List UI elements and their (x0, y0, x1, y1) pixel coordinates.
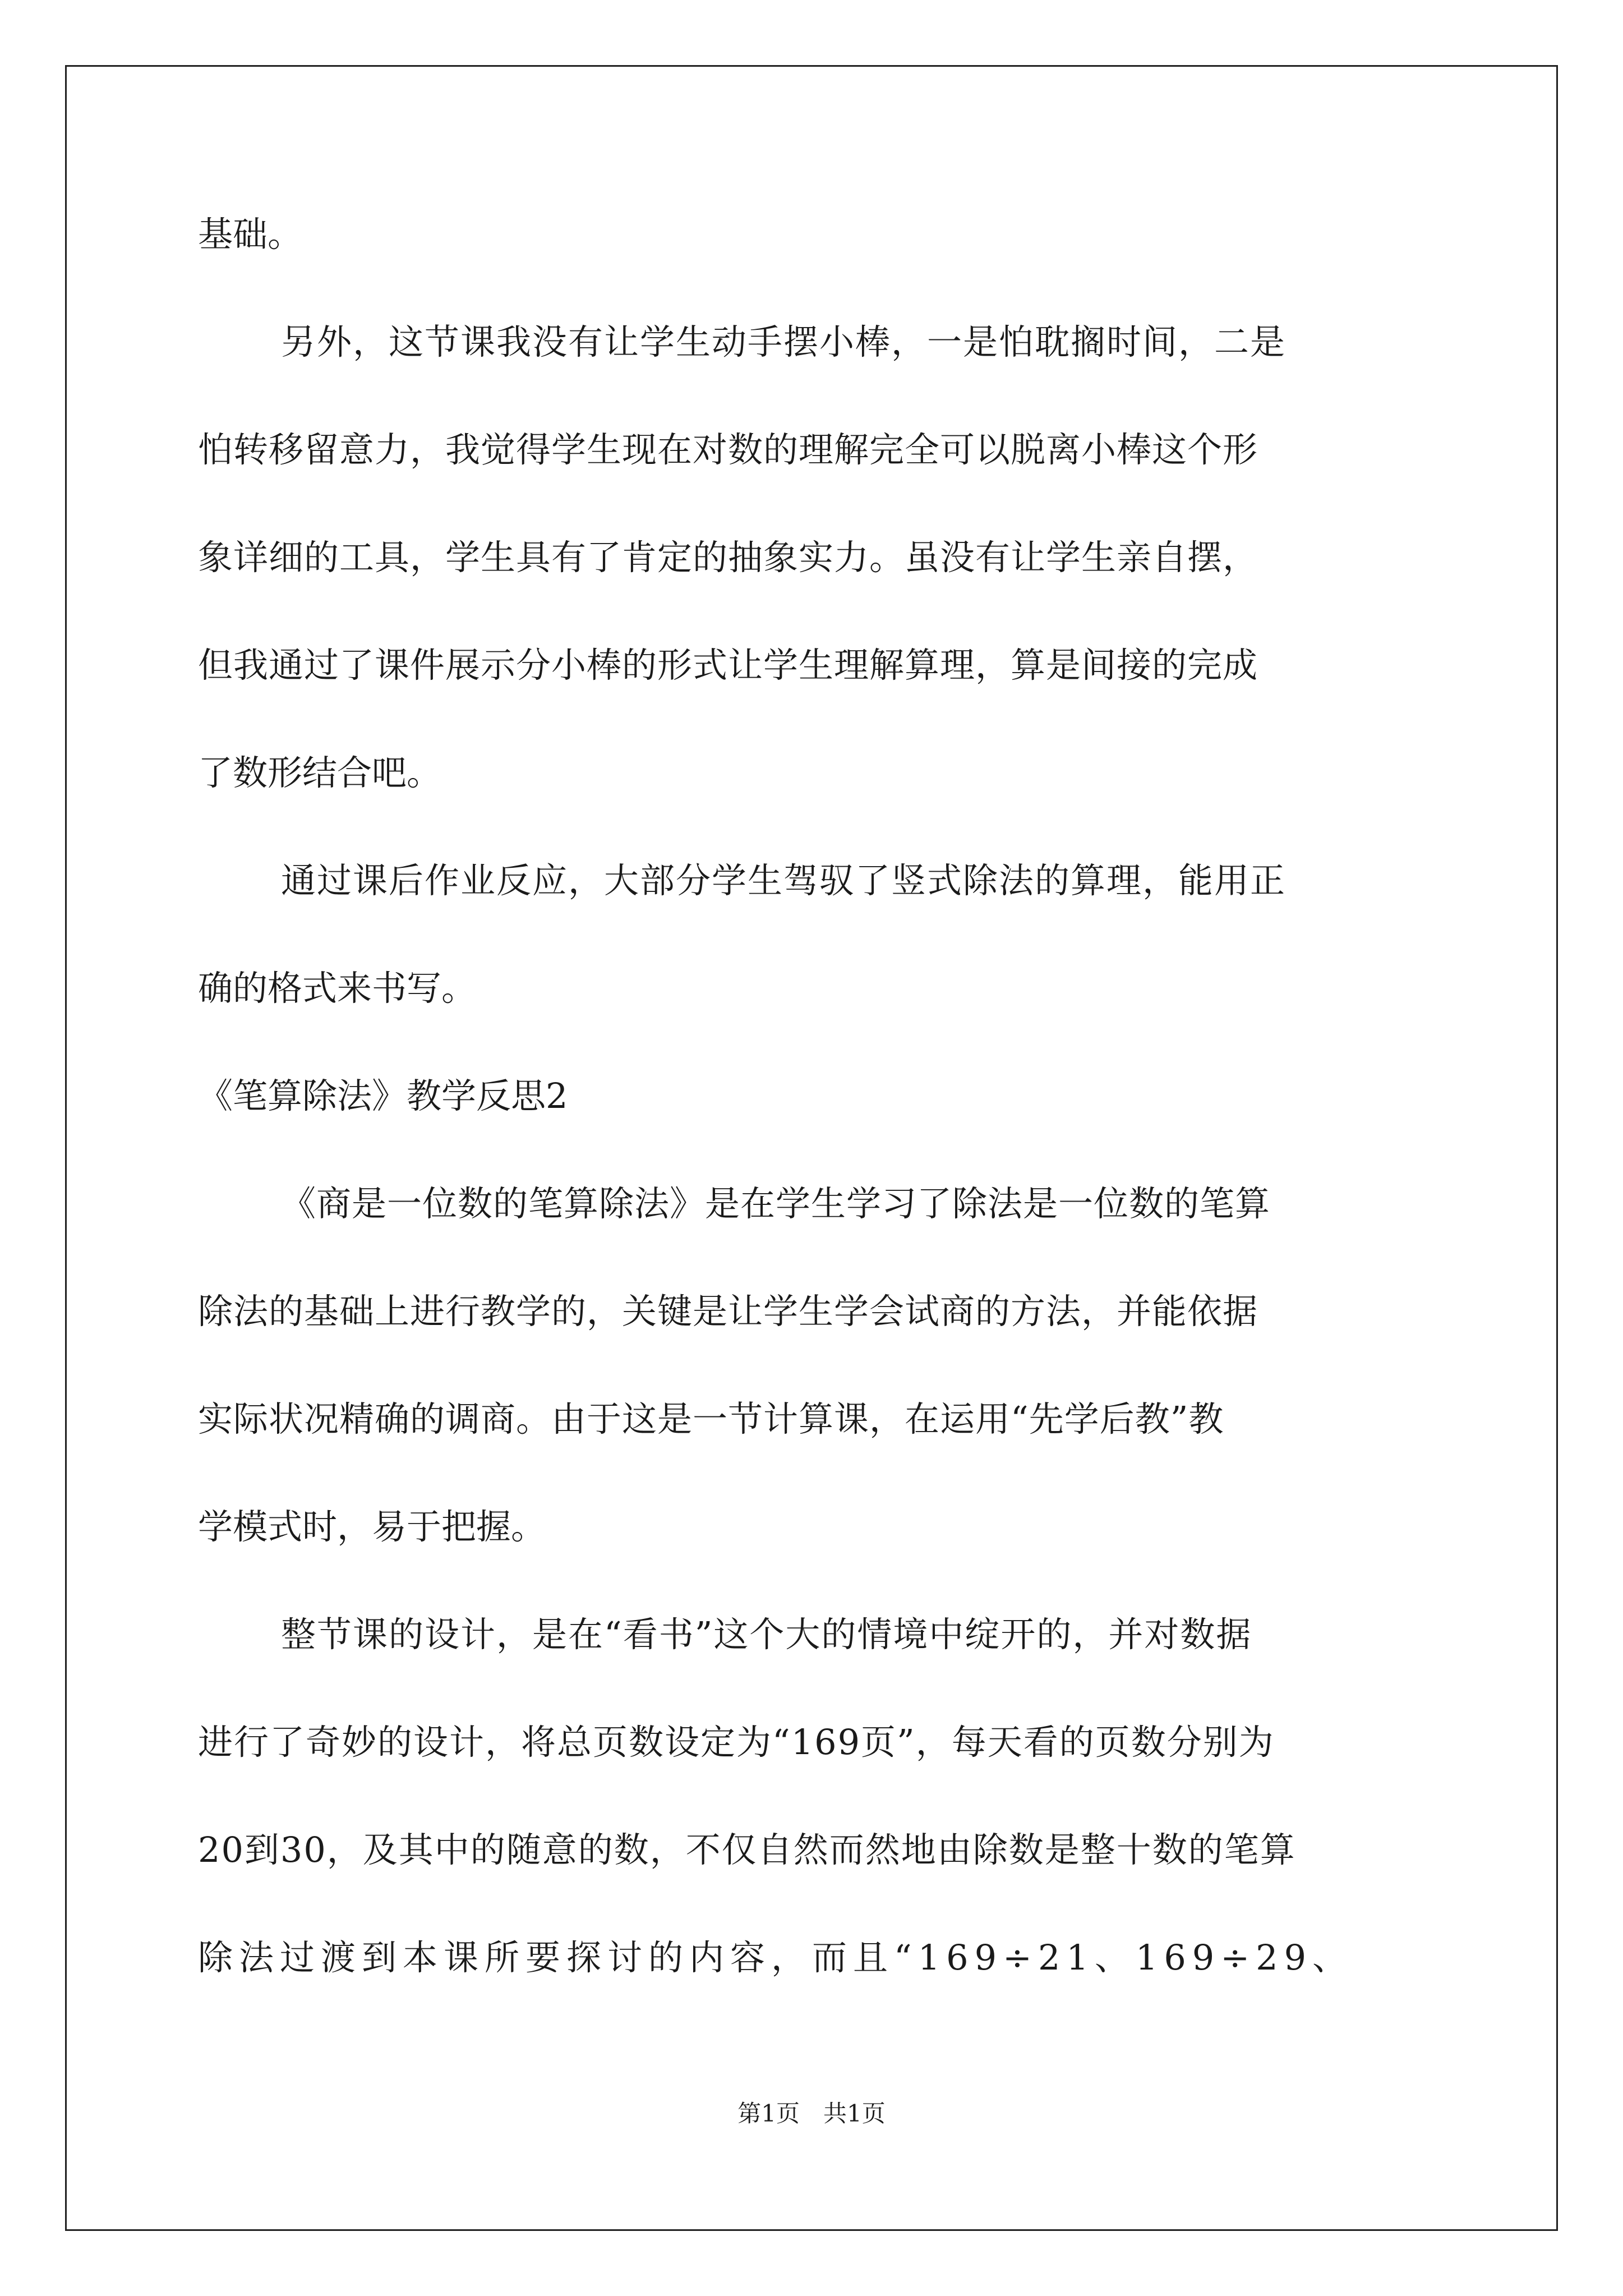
paragraph-line-6: 了数形结合吧。 (198, 752, 442, 793)
text-line-1: 基础。 (198, 214, 303, 255)
paragraph-line-14: 整节课的设计，是在“看书”这个大的情境中绽开的，并对数据 (281, 1614, 1252, 1655)
paragraph-line-5: 但我通过了课件展示分小棒的形式让学生理解算理，算是间接的完成 (198, 645, 1258, 685)
paragraph-line-15: 进行了奇妙的设计，将总页数设定为“169页”，每天看的页数分别为 (198, 1722, 1275, 1763)
paragraph-line-4: 象详细的工具，学生具有了肯定的抽象实力。虽没有让学生亲自摆， (198, 537, 1258, 578)
paragraph-line-7: 通过课后作业反应，大部分学生驾驭了竖式除法的算理，能用正 (281, 860, 1287, 901)
paragraph-line-11: 除法的基础上进行教学的，关键是让学生学会试商的方法，并能依据 (198, 1291, 1258, 1332)
paragraph-line-12: 实际状况精确的调商。由于这是一节计算课，在运用“先学后教”教 (198, 1398, 1224, 1439)
page-footer: 第1页 共1页 (737, 2100, 886, 2127)
paragraph-line-3: 怕转移留意力，我觉得学生现在对数的理解完全可以脱离小棒这个形 (198, 429, 1258, 470)
paragraph-line-17: 除法过渡到本课所要探讨的内容，而且“169÷21、169÷29、 (198, 1937, 1354, 1978)
paragraph-line-10: 《商是一位数的笔算除法》是在学生学习了除法是一位数的笔算 (281, 1183, 1271, 1224)
page-border (65, 65, 1558, 2231)
paragraph-line-8: 确的格式来书写。 (198, 968, 477, 1009)
section-heading: 《笔算除法》教学反思2 (198, 1075, 568, 1116)
paragraph-line-2: 另外，这节课我没有让学生动手摆小棒，一是怕耽搁时间，二是 (281, 321, 1287, 362)
paragraph-line-13: 学模式时，易于把握。 (198, 1506, 546, 1547)
paragraph-line-16: 20到30，及其中的随意的数，不仅自然而然地由除数是整十数的笔算 (198, 1829, 1296, 1870)
